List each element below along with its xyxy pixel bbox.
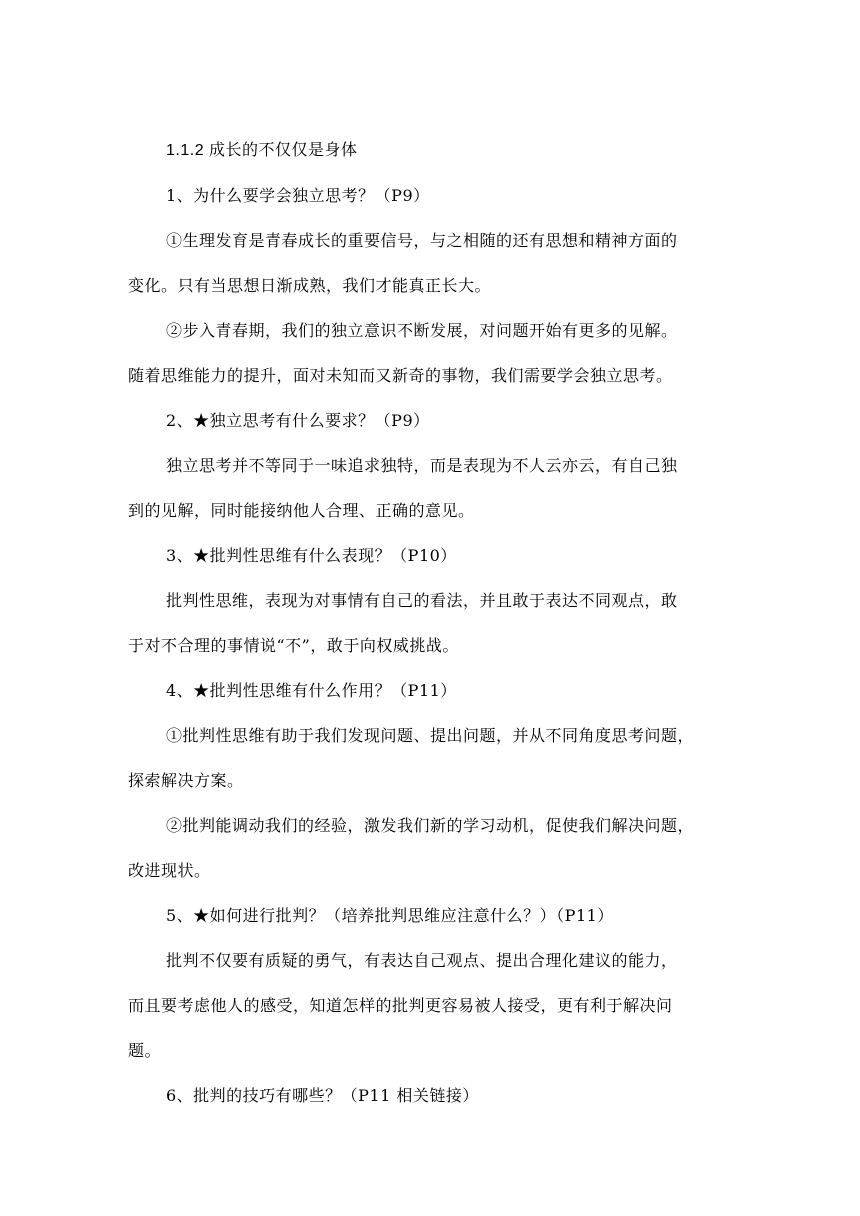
question-4: 4、★批判性思维有什么作用？（P11）: [166, 681, 457, 700]
answer-1-line-2: 变化。只有当思想日渐成熟，我们才能真正长大。: [128, 276, 492, 295]
question-2: 2、★独立思考有什么要求？（P9）: [166, 411, 430, 430]
answer-3-line-2: 于对不合理的事情说“不”，敢于向权威挑战。: [128, 636, 459, 655]
answer-4-line-1: ①批判性思维有助于我们发现问题、提出问题，并从不同角度思考问题，: [166, 726, 695, 745]
answer-2-line-1: 独立思考并不等同于一味追求独特，而是表现为不人云亦云，有自己独: [166, 456, 678, 475]
question-3: 3、★批判性思维有什么表现？（P10）: [166, 546, 457, 565]
answer-4-line-3: ②批判能调动我们的经验，激发我们新的学习动机，促使我们解决问题，: [166, 816, 695, 835]
section-heading: 1.1.2 成长的不仅仅是身体: [166, 142, 358, 159]
answer-3-line-1: 批判性思维，表现为对事情有自己的看法，并且敢于表达不同观点，敢: [166, 591, 678, 610]
document-body: [128, 128, 732, 1118]
answer-4-line-2: 探索解决方案。: [128, 771, 244, 790]
answer-5-line-3: 题。: [128, 1041, 162, 1060]
answer-2-line-2: 到的见解，同时能接纳他人合理、正确的意见。: [128, 501, 475, 520]
answer-1-line-1: ①生理发育是青春成长的重要信号，与之相随的还有思想和精神方面的: [166, 231, 678, 250]
question-1: 1、为什么要学会独立思考？（P9）: [166, 186, 430, 205]
answer-1-line-3: ②步入青春期，我们的独立意识不断发展，对问题开始有更多的见解。: [166, 321, 678, 340]
answer-1-line-4: 随着思维能力的提升，面对未知而又新奇的事物，我们需要学会独立思考。: [128, 366, 673, 385]
answer-5-line-1: 批判不仅要有质疑的勇气，有表达自己观点、提出合理化建议的能力，: [166, 951, 678, 970]
answer-4-line-4: 改进现状。: [128, 861, 211, 880]
answer-5-line-2: 而且要考虑他人的感受，知道怎样的批判更容易被人接受，更有利于解决问: [128, 996, 673, 1015]
question-5: 5、★如何进行批判？（培养批判思维应注意什么？）（P11）: [166, 906, 614, 925]
question-6: 6、批判的技巧有哪些？（P11 相关链接）: [166, 1086, 479, 1105]
